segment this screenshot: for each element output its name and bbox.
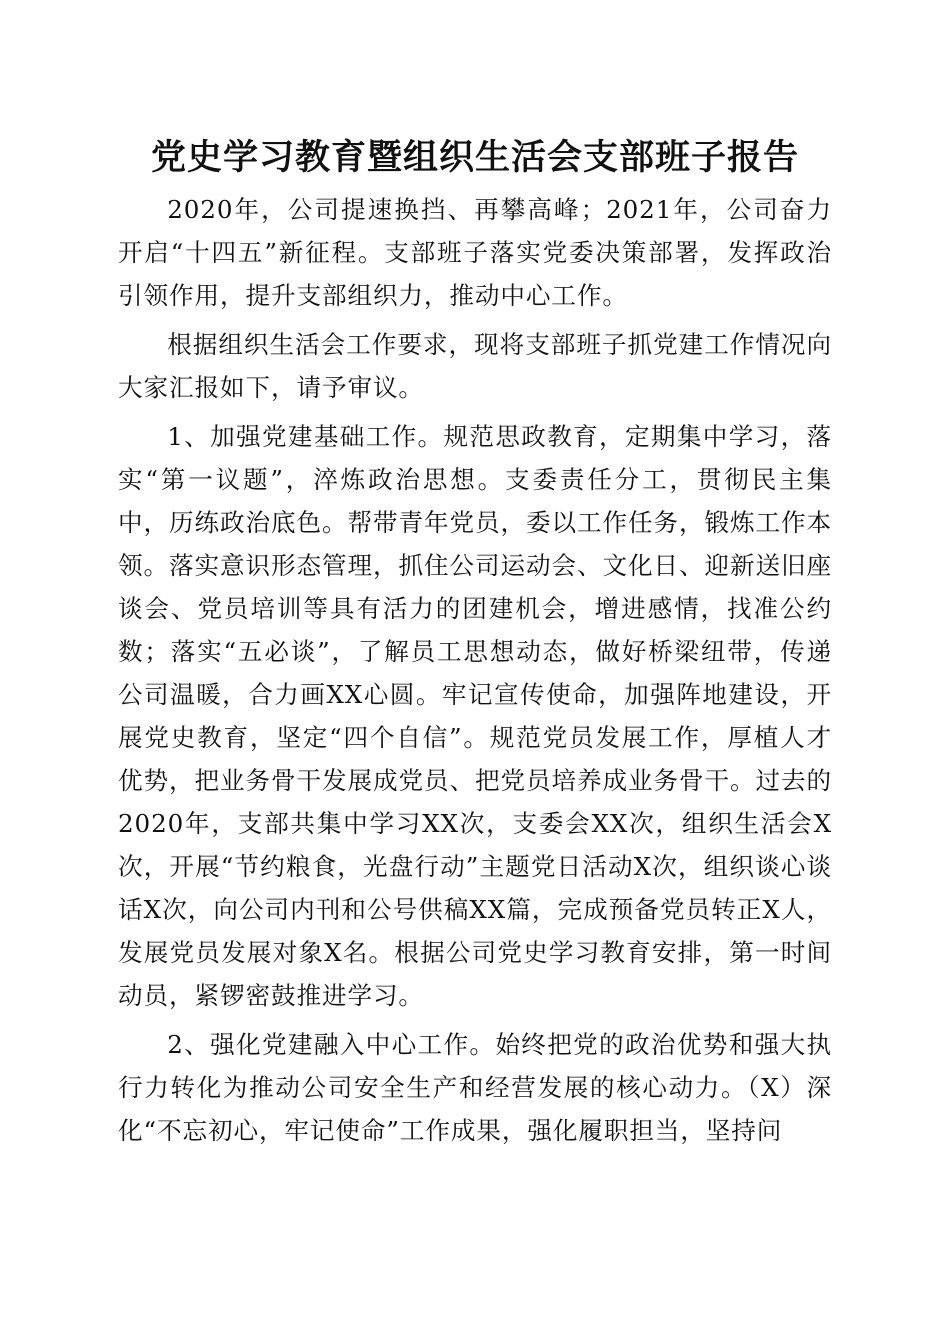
paragraph-section-1: 1、加强党建基础工作。规范思政教育，定期集中学习，落实“第一议题”，淬炼政治思想。支委责任分工，贯彻民主集中，历练政治底色。帮带青年党员，委以工作任务，锻炼工作本领。落实意识形态管理，抓住公司运动会、文化日、迎新送旧座谈会、党员培训等具有活力的团建机会，增进感情，找准公约数；落实“五必谈”，了解员工思想动态，做好桥梁纽带，传递公司温暖，合力画XX心圆。牢记宣传使命，加强阵地建设，开展党史教育，坚定“四个自信”。规范党员发展工作，厚植人才优势，把业务骨干发展成党员、把党员培养成业务骨干。过去的2020年，支部共集中学习XX次，支委会XX次，组织生活会X次，开展“节约粮食，光盘行动”主题党日活动X次，组织谈心谈话X次，向公司内刊和公号供稿XX篇，完成预备党员转正X人，发展党员发展对象X名。根据公司党史学习教育安排，第一时间动员，紧锣密鼓推进学习。	[118, 422, 832, 1010]
paragraph-section-2: 2、强化党建融入中心工作。始终把党的政治优势和强大执行力转化为推动公司安全生产和经营发展的核心动力。（X）深化“不忘初心，牢记使命”工作成果，强化履职担当，坚持问	[118, 1030, 832, 1145]
document-title: 党史学习教育暨组织生活会支部班子报告	[150, 137, 799, 178]
paragraph-intro: 2020年，公司提速换挡、再攀高峰；2021年，公司奋力开启“十四五”新征程。支部班子落实党委决策部署，发挥政治引领作用，提升支部组织力，推动中心工作。	[118, 195, 832, 310]
paragraph-report-request: 根据组织生活会工作要求，现将支部班子抓党建工作情况向大家汇报如下，请予审议。	[118, 330, 832, 402]
document-body	[118, 188, 832, 1158]
